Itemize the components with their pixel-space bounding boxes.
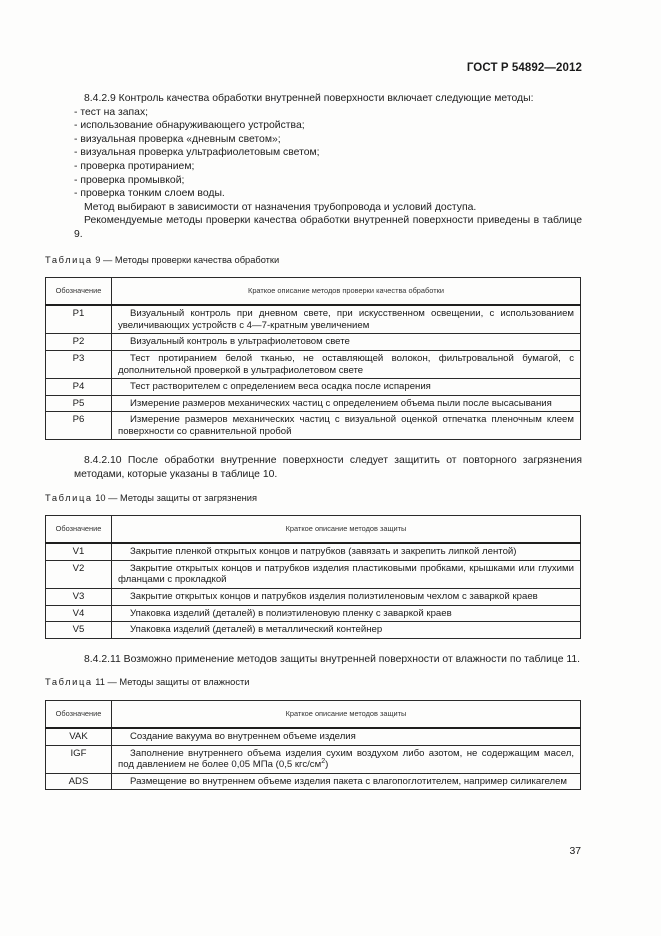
- table-cell-code: P2: [46, 334, 112, 351]
- table-11-caption: Таблица 11 — Методы защиты от влажности: [45, 677, 250, 688]
- table-row: [46, 589, 581, 606]
- column-header-code: Обозначение: [46, 278, 112, 306]
- document-standard-number: ГОСТ Р 54892—2012: [466, 62, 582, 74]
- table-cell-code: V4: [46, 605, 112, 622]
- table-cell-code: P4: [46, 379, 112, 396]
- table-cell-description: Упаковка изделий (деталей) в металлический контейнер: [112, 622, 581, 639]
- table-cell-description: Тест протиранием белой тканью, не оставляющей волокон, фильтровальной бумагой, с дополнительной проверкой в ультрафиолетовом свете: [112, 350, 581, 378]
- section-8-4-2-9-intro: 8.4.2.9 Контроль качества обработки внутренней поверхности включает следующие методы:: [84, 93, 534, 104]
- table-cell-description: Закрытие открытых концов и патрубков изделия полиэтиленовым чехлом с заваркой краев: [112, 589, 581, 606]
- table-cell-code: ADS: [46, 773, 112, 790]
- table-cell-code: P3: [46, 350, 112, 378]
- list-item: - проверка протиранием;: [74, 160, 195, 172]
- list-item: - визуальная проверка «дневным светом»;: [74, 133, 281, 145]
- table-row: [46, 773, 581, 790]
- table-row: [46, 605, 581, 622]
- table-9-caption: Таблица 9 — Методы проверки качества обработки: [45, 254, 280, 265]
- list-item: - проверка тонким слоем воды.: [74, 188, 225, 200]
- table-cell-description: Закрытие открытых концов и патрубков изделия пластиковыми пробками, крышками или глухими фланцами с прокладкой: [112, 560, 581, 588]
- paragraph: Метод выбирают в зависимости от назначения трубопровода и условий доступа.: [84, 201, 477, 213]
- table-cell-description: Тест растворителем с определением веса осадка после испарения: [112, 379, 581, 396]
- column-header-description: Краткое описание методов защиты: [112, 516, 581, 544]
- column-header-code: Обозначение: [46, 516, 112, 544]
- table-9: [45, 277, 581, 440]
- table-cell-code: V5: [46, 622, 112, 639]
- page-number: 37: [569, 846, 581, 857]
- column-header-code: Обозначение: [46, 701, 112, 729]
- table-cell-description: Измерение размеров механических частиц с визуальной оценкой отпечатка пленочным клеем поверхности со сравнительной пробой: [112, 412, 581, 440]
- table-cell-code: P6: [46, 412, 112, 440]
- table-cell-code: P5: [46, 395, 112, 412]
- table-row: [46, 728, 581, 745]
- table-row: [46, 543, 581, 560]
- column-header-description: Краткое описание методов проверки качества обработки: [112, 278, 581, 306]
- section-8-4-2-11: 8.4.2.11 Возможно применение методов защиты внутренней поверхности от влажности по таблице 11.: [84, 653, 581, 665]
- table-cell-code: VAK: [46, 728, 112, 745]
- table-cell-description: Заполнение внутреннего объема изделия сухим воздухом либо азотом, не содержащим масел, под давлением не более 0,05 МПа (0,5 кгс/$см^2$): [112, 745, 581, 773]
- table-row: [46, 379, 581, 396]
- table-11: [45, 700, 581, 790]
- table-header-row: [46, 516, 581, 544]
- table-row: [46, 745, 581, 773]
- table-cell-description: Размещение во внутреннем объеме изделия пакета с влагопоглотителем, например силикагелем: [112, 773, 581, 790]
- paragraph: Рекомендуемые методы проверки качества обработки внутренней поверхности приведены в таблице 9.: [74, 215, 582, 240]
- table-cell-description: Создание вакуума во внутреннем объеме изделия: [112, 728, 581, 745]
- table-row: [46, 350, 581, 378]
- list-item: - использование обнаруживающего устройства;: [74, 120, 305, 132]
- table-row: [46, 395, 581, 412]
- table-cell-code: P1: [46, 305, 112, 334]
- table-cell-code: V3: [46, 589, 112, 606]
- table-cell-description: Визуальный контроль в ультрафиолетовом свете: [112, 334, 581, 351]
- section-8-4-2-10: 8.4.2.10 После обработки внутренние поверхности следует защитить от повторного загрязнения методами, которые указаны в таблице 10.: [74, 455, 582, 481]
- table-row: [46, 334, 581, 351]
- table-row: [46, 622, 581, 639]
- table-cell-description: Упаковка изделий (деталей) в полиэтиленовую пленку с заваркой краев: [112, 605, 581, 622]
- table-row: [46, 560, 581, 588]
- list-item: - проверка промывкой;: [74, 174, 185, 186]
- table-10: [45, 515, 581, 639]
- table-header-row: [46, 701, 581, 729]
- table-cell-description: Закрытие пленкой открытых концов и патрубков (завязать и закрепить липкой лентой): [112, 543, 581, 560]
- column-header-description: Краткое описание методов защиты: [112, 701, 581, 729]
- table-10-caption: Таблица 10 — Методы защиты от загрязнения: [45, 492, 258, 503]
- table-cell-description: Измерение размеров механических частиц с определением объема пыли после высасывания: [112, 395, 581, 412]
- table-cell-code: V1: [46, 543, 112, 560]
- table-row: [46, 412, 581, 440]
- table-cell-code: IGF: [46, 745, 112, 773]
- table-cell-code: V2: [46, 560, 112, 588]
- table-row: [46, 305, 581, 334]
- table-cell-description: Визуальный контроль при дневном свете, при искусственном освещении, с использованием увеличивающих устройств с 4—7-кратным увеличением: [112, 305, 581, 334]
- page-content: [45, 92, 582, 790]
- list-item: - тест на запах;: [74, 106, 149, 118]
- table-header-row: [46, 278, 581, 306]
- list-item: - визуальная проверка ультрафиолетовым светом;: [74, 147, 320, 159]
